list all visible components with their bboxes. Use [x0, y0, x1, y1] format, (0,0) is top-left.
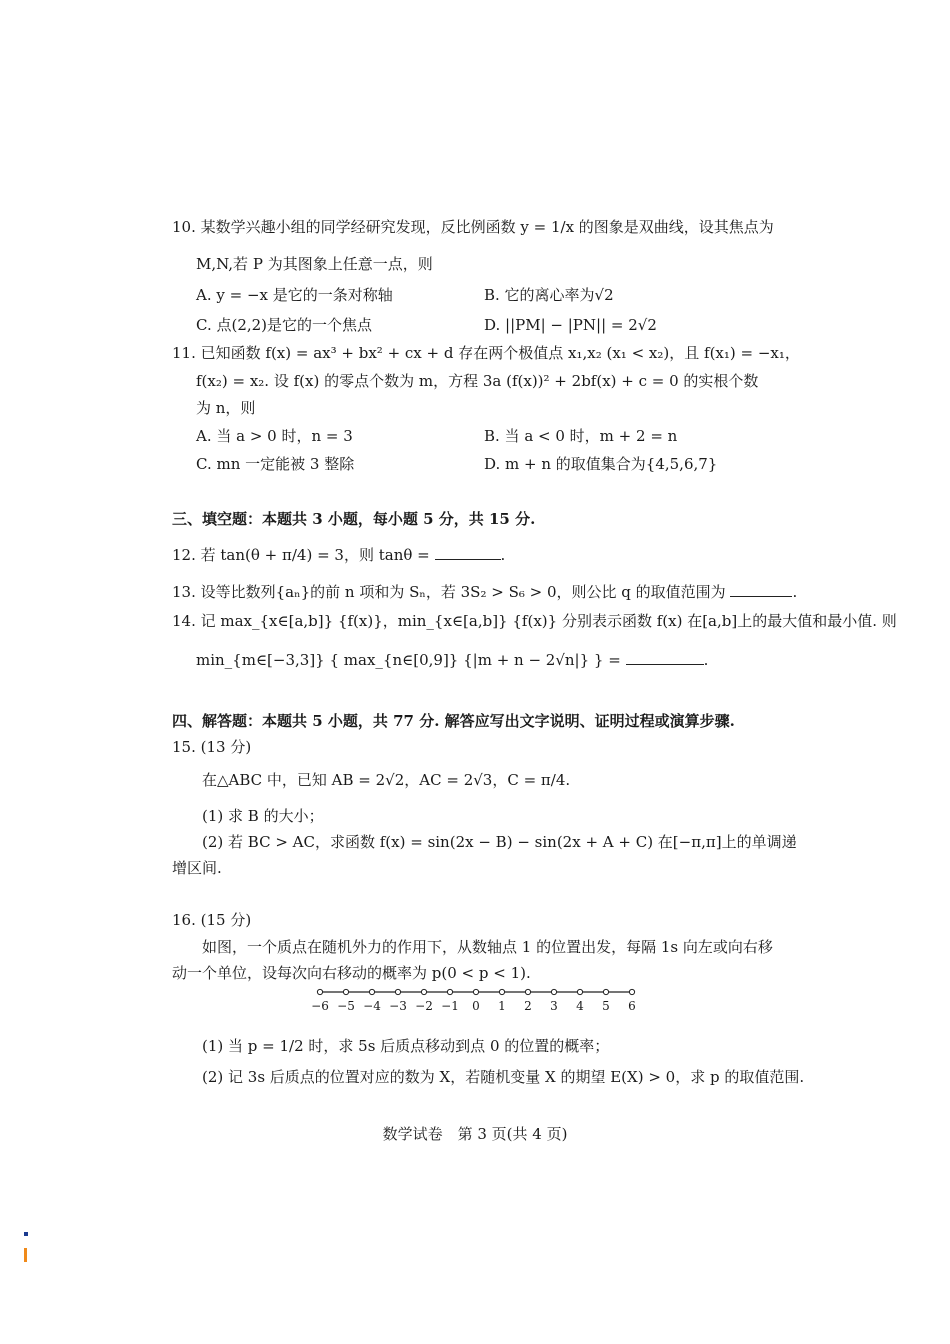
- q15-part2-line2: 增区间.: [172, 859, 222, 877]
- q12-text: 12. 若 tan(θ + π/4) = 3，则 tanθ =: [172, 546, 430, 564]
- q16-part2: (2) 记 3s 后质点的位置对应的数为 X，若随机变量 X 的期望 E(X) > 0，求 p 的取值范围.: [202, 1068, 805, 1086]
- number-line-label: −6: [311, 999, 329, 1013]
- q16-desc-line2: 动一个单位，设每次向右移动的概率为 p(0 < p < 1).: [172, 964, 531, 982]
- q10-option-b: B. 它的离心率为√2: [484, 286, 614, 304]
- number-line-point: [499, 989, 504, 994]
- number-line-point: [421, 989, 426, 994]
- q11-stem-line2: f(x₂) = x₂. 设 f(x) 的零点个数为 m，方程 3a (f(x))² + 2bf(x) + c = 0 的实根个数: [196, 372, 759, 390]
- number-line-point: [603, 989, 608, 994]
- number-line-label: 1: [498, 999, 506, 1013]
- q15-title: 15. (13 分): [172, 738, 252, 756]
- q11-option-d: D. m + n 的取值集合为{4,5,6,7}: [484, 455, 718, 473]
- q16-desc-line1: 如图，一个质点在随机外力的作用下，从数轴点 1 的位置出发，每隔 1s 向左或向右移: [202, 938, 773, 956]
- q15-part1: (1) 求 B 的大小；: [202, 807, 324, 825]
- q14-end: .: [703, 651, 709, 669]
- q11-option-b: B. 当 a < 0 时，m + 2 = n: [484, 427, 678, 445]
- corner-mark-blue: [24, 1232, 28, 1236]
- q10-stem-line1: 10. 某数学兴趣小组的同学经研究发现，反比例函数 y = 1/x 的图象是双曲线，设其焦点为: [172, 218, 774, 236]
- number-line-figure: [311, 988, 636, 1016]
- q13-end: .: [792, 583, 798, 601]
- q11-stem-line3: 为 n，则: [196, 399, 256, 417]
- number-line-label: 4: [576, 999, 584, 1013]
- q14-answer-blank[interactable]: [626, 650, 704, 665]
- q14-expression: min_{m∈[−3,3]} { max_{n∈[0,9]} {|m + n − 2√n|} } =: [196, 651, 621, 669]
- number-line-label: −3: [389, 999, 407, 1013]
- number-line-label: −2: [415, 999, 433, 1013]
- number-line-label: −5: [337, 999, 355, 1013]
- page-footer: 数学试卷 第 3 页(共 4 页): [382, 1125, 568, 1143]
- section3-heading: 三、填空题：本题共 3 小题，每小题 5 分，共 15 分.: [172, 510, 536, 528]
- number-line-point: [447, 989, 452, 994]
- q13-answer-blank[interactable]: [730, 582, 792, 597]
- q11-option-a: A. 当 a > 0 时，n = 3: [196, 427, 353, 445]
- q12-end: .: [500, 546, 506, 564]
- corner-marks: [24, 1232, 30, 1266]
- q11-option-c: C. mn 一定能被 3 整除: [196, 455, 355, 473]
- q10-option-d: D. ||PM| − |PN|| = 2√2: [484, 316, 657, 334]
- number-line-label: −4: [363, 999, 381, 1013]
- number-line-point: [317, 989, 322, 994]
- q16-part1: (1) 当 p = 1/2 时，求 5s 后质点移动到点 0 的位置的概率；: [202, 1037, 610, 1055]
- number-line-label: 2: [524, 999, 532, 1013]
- q14-line2: [196, 650, 708, 670]
- number-line-label: 0: [472, 999, 480, 1013]
- number-line-point: [343, 989, 348, 994]
- q16-title: 16. (15 分): [172, 911, 252, 929]
- number-line-point: [525, 989, 530, 994]
- q13-text: 13. 设等比数列{aₙ}的前 n 项和为 Sₙ，若 3S₂ > S₆ > 0，则公比 q 的取值范围为: [172, 583, 726, 601]
- number-line-label: 6: [628, 999, 636, 1013]
- number-line-point: [395, 989, 400, 994]
- corner-mark-orange: [24, 1248, 27, 1262]
- number-line-label: 3: [550, 999, 558, 1013]
- q13-line: [172, 582, 797, 602]
- q10-option-c: C. 点(2,2)是它的一个焦点: [196, 316, 373, 334]
- q15-part2-line1: (2) 若 BC > AC，求函数 f(x) = sin(2x − B) − sin(2x + A + C) 在[−π,π]上的单调递: [202, 833, 797, 851]
- q12-line: [172, 545, 505, 565]
- number-line-point: [551, 989, 556, 994]
- q11-stem-line1: 11. 已知函数 f(x) = ax³ + bx² + cx + d 存在两个极值点 x₁,x₂ (x₁ < x₂)，且 f(x₁) = −x₁，: [172, 344, 800, 362]
- number-line-point: [577, 989, 582, 994]
- q15-given: 在△ABC 中，已知 AB = 2√2，AC = 2√3，C = π/4.: [202, 771, 571, 789]
- number-line-point: [629, 989, 634, 994]
- number-line-point: [473, 989, 478, 994]
- number-line-point: [369, 989, 374, 994]
- q10-option-a: A. y = −x 是它的一条对称轴: [196, 286, 393, 304]
- q14-line1: 14. 记 max_{x∈[a,b]} {f(x)}，min_{x∈[a,b]} {f(x)} 分别表示函数 f(x) 在[a,b]上的最大值和最小值. 则: [172, 612, 897, 630]
- section4-heading: 四、解答题：本题共 5 小题，共 77 分. 解答应写出文字说明、证明过程或演算步骤.: [172, 712, 735, 730]
- q12-answer-blank[interactable]: [435, 545, 501, 560]
- number-line-label: −1: [441, 999, 459, 1013]
- number-line-label: 5: [602, 999, 610, 1013]
- q10-stem-line2: M,N,若 P 为其图象上任意一点，则: [196, 255, 433, 273]
